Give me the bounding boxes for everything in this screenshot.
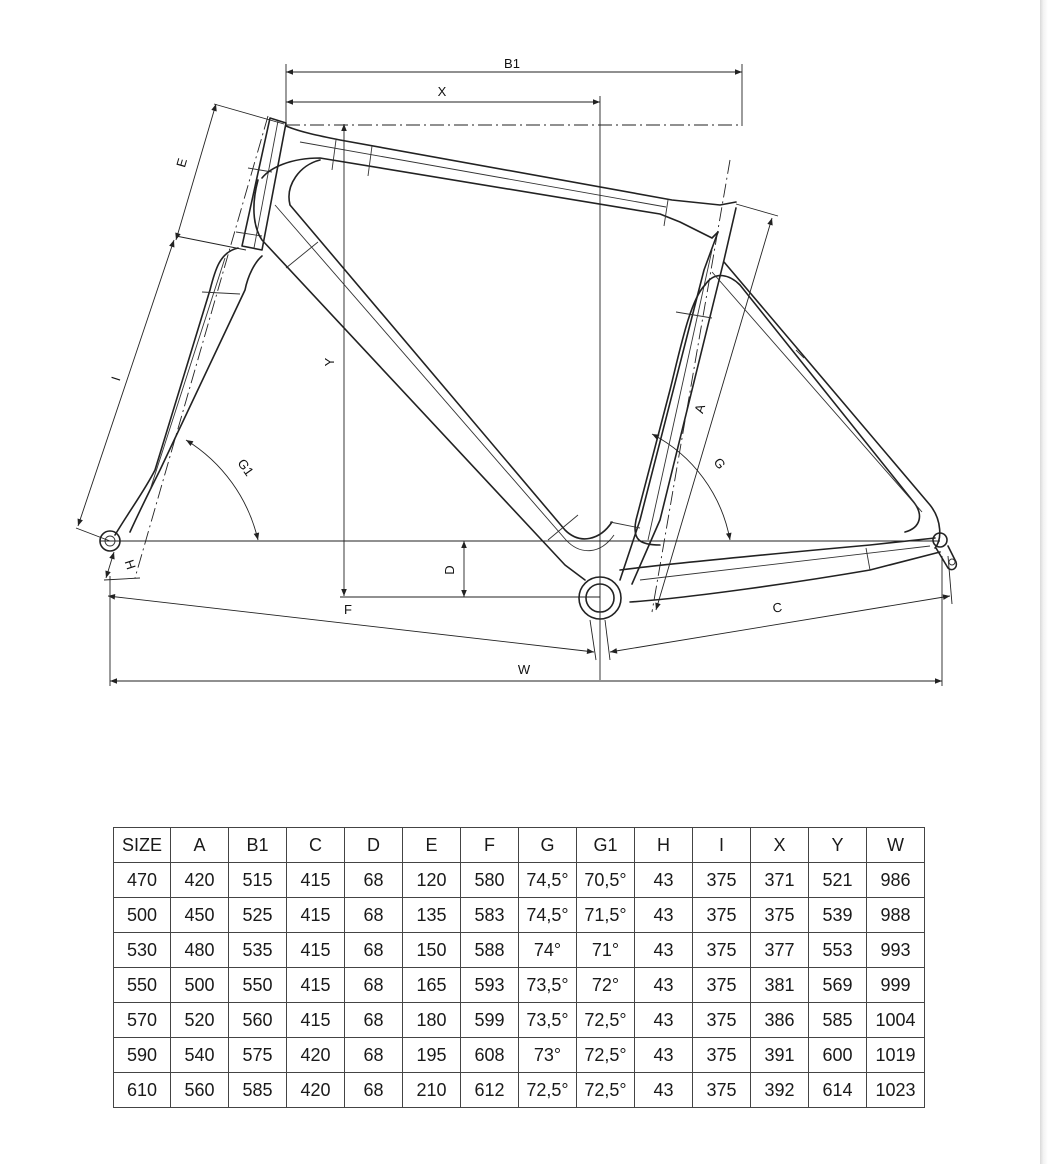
cell-x: 371 <box>751 863 809 898</box>
cell-i: 375 <box>693 933 751 968</box>
header-c: C <box>287 828 345 863</box>
cell-h: 43 <box>635 933 693 968</box>
cell-y: 569 <box>809 968 867 1003</box>
cell-i: 375 <box>693 968 751 1003</box>
cell-d: 68 <box>345 863 403 898</box>
cell-b1: 560 <box>229 1003 287 1038</box>
cell-f: 608 <box>461 1038 519 1073</box>
cell-a: 420 <box>171 863 229 898</box>
cell-a: 480 <box>171 933 229 968</box>
cell-i: 375 <box>693 863 751 898</box>
cell-x: 391 <box>751 1038 809 1073</box>
bike-frame <box>100 118 956 619</box>
cell-g: 74,5° <box>519 863 577 898</box>
cell-b1: 515 <box>229 863 287 898</box>
header-a: A <box>171 828 229 863</box>
cell-y: 539 <box>809 898 867 933</box>
table-row <box>114 968 925 1003</box>
cell-b1: 525 <box>229 898 287 933</box>
cell-g1: 72° <box>577 968 635 1003</box>
cell-y: 600 <box>809 1038 867 1073</box>
seat-stays <box>635 262 940 548</box>
cell-g1: 71,5° <box>577 898 635 933</box>
cell-w: 1023 <box>867 1073 925 1108</box>
cell-x: 392 <box>751 1073 809 1108</box>
seat-tube <box>610 208 736 584</box>
cell-x: 386 <box>751 1003 809 1038</box>
cell-g1: 72,5° <box>577 1003 635 1038</box>
cell-w: 986 <box>867 863 925 898</box>
table-header-row <box>114 828 925 863</box>
cell-b1: 585 <box>229 1073 287 1108</box>
cell-c: 415 <box>287 933 345 968</box>
cell-w: 1004 <box>867 1003 925 1038</box>
cell-c: 415 <box>287 1003 345 1038</box>
header-g1: G1 <box>577 828 635 863</box>
cell-h: 43 <box>635 1003 693 1038</box>
cell-h: 43 <box>635 968 693 1003</box>
table-row <box>114 1038 925 1073</box>
cell-f: 599 <box>461 1003 519 1038</box>
cell-x: 377 <box>751 933 809 968</box>
cell-d: 68 <box>345 1073 403 1108</box>
cell-w: 993 <box>867 933 925 968</box>
cell-g: 72,5° <box>519 1073 577 1108</box>
header-f: F <box>461 828 519 863</box>
label-f: F <box>344 602 352 617</box>
label-x: X <box>437 84 447 99</box>
cell-g: 73,5° <box>519 968 577 1003</box>
label-w: W <box>517 662 531 677</box>
cell-g: 74,5° <box>519 898 577 933</box>
cell-f: 580 <box>461 863 519 898</box>
cell-size: 530 <box>114 933 171 968</box>
cell-e: 150 <box>403 933 461 968</box>
cell-f: 588 <box>461 933 519 968</box>
cell-g: 73,5° <box>519 1003 577 1038</box>
header-h: H <box>635 828 693 863</box>
label-c: C <box>771 599 784 616</box>
cell-g1: 70,5° <box>577 863 635 898</box>
header-x: X <box>751 828 809 863</box>
cell-i: 375 <box>693 1003 751 1038</box>
down-tube <box>254 160 614 580</box>
cell-d: 68 <box>345 898 403 933</box>
cell-h: 43 <box>635 1038 693 1073</box>
cell-i: 375 <box>693 898 751 933</box>
cell-b1: 535 <box>229 933 287 968</box>
cell-g1: 71° <box>577 933 635 968</box>
cell-h: 43 <box>635 898 693 933</box>
table-body <box>114 863 925 1108</box>
header-i: I <box>693 828 751 863</box>
cell-a: 500 <box>171 968 229 1003</box>
label-d: D <box>442 565 457 575</box>
cell-g: 73° <box>519 1038 577 1073</box>
cell-c: 415 <box>287 968 345 1003</box>
header-w: W <box>867 828 925 863</box>
cell-g: 74° <box>519 933 577 968</box>
header-b1: B1 <box>229 828 287 863</box>
cell-b1: 575 <box>229 1038 287 1073</box>
header-e: E <box>403 828 461 863</box>
cell-a: 540 <box>171 1038 229 1073</box>
cell-e: 165 <box>403 968 461 1003</box>
cell-size: 550 <box>114 968 171 1003</box>
cell-d: 68 <box>345 1038 403 1073</box>
cell-f: 593 <box>461 968 519 1003</box>
header-size: SIZE <box>114 828 171 863</box>
table-row <box>114 1073 925 1108</box>
cell-e: 135 <box>403 898 461 933</box>
label-g1: G1 <box>234 456 257 479</box>
cell-y: 553 <box>809 933 867 968</box>
cell-x: 375 <box>751 898 809 933</box>
cell-d: 68 <box>345 1003 403 1038</box>
cell-y: 521 <box>809 863 867 898</box>
table-row <box>114 898 925 933</box>
cell-d: 68 <box>345 933 403 968</box>
cell-size: 470 <box>114 863 171 898</box>
cell-size: 570 <box>114 1003 171 1038</box>
cell-h: 43 <box>635 863 693 898</box>
cell-g1: 72,5° <box>577 1073 635 1108</box>
table-row <box>114 1003 925 1038</box>
cell-c: 415 <box>287 898 345 933</box>
header-g: G <box>519 828 577 863</box>
fork <box>100 248 262 551</box>
cell-a: 450 <box>171 898 229 933</box>
cell-size: 610 <box>114 1073 171 1108</box>
cell-b1: 550 <box>229 968 287 1003</box>
top-tube <box>262 126 736 238</box>
header-y: Y <box>809 828 867 863</box>
table-row <box>114 863 925 898</box>
cell-f: 583 <box>461 898 519 933</box>
cell-g1: 72,5° <box>577 1038 635 1073</box>
geometry-table <box>113 827 925 1108</box>
cell-c: 420 <box>287 1073 345 1108</box>
cell-f: 612 <box>461 1073 519 1108</box>
cell-w: 999 <box>867 968 925 1003</box>
cell-h: 43 <box>635 1073 693 1108</box>
cell-y: 585 <box>809 1003 867 1038</box>
cell-e: 195 <box>403 1038 461 1073</box>
label-h: H <box>121 557 139 572</box>
label-a: A <box>691 402 709 416</box>
cell-i: 375 <box>693 1073 751 1108</box>
cell-c: 415 <box>287 863 345 898</box>
cell-a: 560 <box>171 1073 229 1108</box>
cell-x: 381 <box>751 968 809 1003</box>
label-b1: B1 <box>504 56 520 71</box>
cell-c: 420 <box>287 1038 345 1073</box>
cell-size: 590 <box>114 1038 171 1073</box>
table-row <box>114 933 925 968</box>
label-y: Y <box>322 357 337 367</box>
cell-w: 1019 <box>867 1038 925 1073</box>
label-g: G <box>710 454 729 472</box>
header-d: D <box>345 828 403 863</box>
cell-i: 375 <box>693 1038 751 1073</box>
label-i: I <box>108 374 124 383</box>
rear-dropout <box>933 533 956 570</box>
cell-e: 180 <box>403 1003 461 1038</box>
cell-y: 614 <box>809 1073 867 1108</box>
cell-d: 68 <box>345 968 403 1003</box>
cell-size: 500 <box>114 898 171 933</box>
cell-e: 120 <box>403 863 461 898</box>
cell-a: 520 <box>171 1003 229 1038</box>
cell-w: 988 <box>867 898 925 933</box>
label-e: E <box>173 156 191 169</box>
head-tube <box>236 118 286 250</box>
cell-e: 210 <box>403 1073 461 1108</box>
